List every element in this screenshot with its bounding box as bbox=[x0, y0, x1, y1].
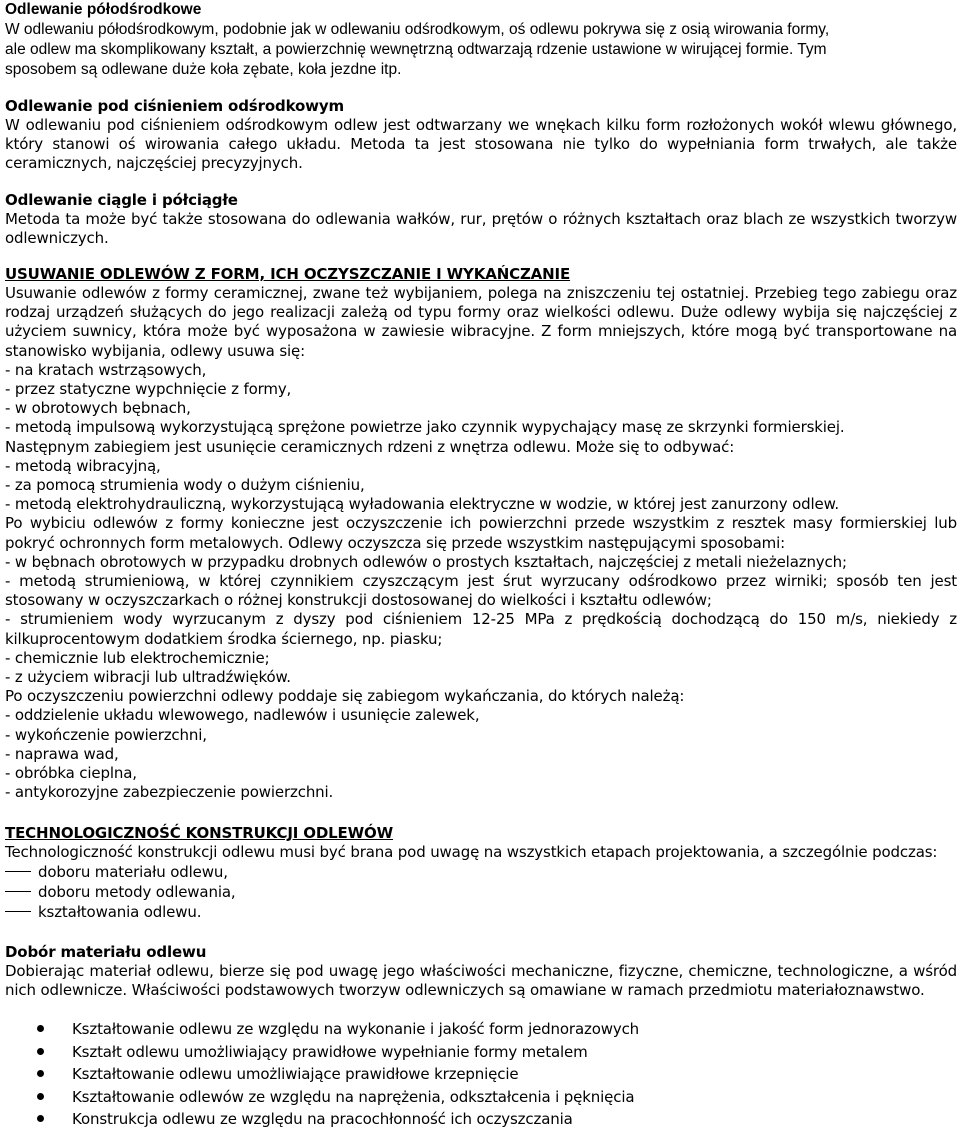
section-ciagle bbox=[5, 190, 957, 248]
list-item-text: Kształtowanie odlewów ze względu na naprężenia, odkształcenia i pęknięcia bbox=[72, 1087, 635, 1106]
list-item-text: Kształt odlewu umożliwiający prawidłowe wypełnianie formy metalem bbox=[72, 1042, 588, 1061]
list-item: - przez statyczne wypchnięcie z formy, bbox=[5, 380, 292, 399]
section-polodsrodkowe bbox=[5, 0, 957, 80]
list-item bbox=[5, 1041, 957, 1064]
heading-polodsrodkowe: Odlewanie półodśrodkowe bbox=[5, 1, 202, 18]
list-item: - obróbka cieplna, bbox=[5, 764, 137, 783]
bullet-icon bbox=[5, 1018, 72, 1041]
bullet-icon bbox=[5, 1086, 72, 1109]
heading-ciagle: Odlewanie ciągle i półciągłe bbox=[5, 190, 238, 209]
bullet-list bbox=[5, 1018, 957, 1131]
list-item: - metodą wibracyjną, bbox=[5, 456, 161, 475]
paragraph-intro: Usuwanie odlewów z formy ceramicznej, zwane też wybijaniem, polega na zniszczeniu tej ostatniej. Przebieg tego zabiegu oraz rodzaj urządzeń służących do jego realizacji zależą od typu formy oraz wielkości odlewu. Duże odlewy wybija się najczęściej z użyciem suwnicy, która może być wyposażona w zawiesie wibracyjne. Z form mniejszych, które mogą być transportowane na stanowisko wybijania, odlewy usuwa się: bbox=[5, 284, 957, 360]
list-item: - na kratach wstrząsowych, bbox=[5, 360, 207, 379]
list-item bbox=[5, 1108, 957, 1131]
list-item: - antykorozyjne zabezpieczenie powierzchni. bbox=[5, 783, 334, 802]
line: sposobem są odlewane duże koła zębate, koła jezdne itp. bbox=[5, 61, 402, 78]
heading-dobor-materialu: Dobór materiału odlewu bbox=[5, 942, 207, 961]
bullet-icon bbox=[5, 1063, 72, 1086]
dash-marker bbox=[5, 862, 38, 882]
heading-usuwanie: USUWANIE ODLEWÓW Z FORM, ICH OCZYSZCZANIE I WYKAŃCZANIE bbox=[5, 265, 571, 284]
line: ale odlew ma skomplikowany kształt, a powierzchnię wewnętrzną odtwarzają rdzenie ustawione w wirującej formie. Tym bbox=[5, 41, 827, 58]
list-item bbox=[5, 902, 957, 922]
list-item-text: Kształtowanie odlewu umożliwiające prawidłowe krzepnięcie bbox=[72, 1065, 519, 1084]
list-item bbox=[5, 1018, 957, 1041]
list-item: - w bębnach obrotowych w przypadku drobnych odlewów o prostych kształtach, najczęściej z metali nieżelaznych; bbox=[5, 552, 847, 571]
list-item: - metodą impulsową wykorzystującą sprężone powietrze jako czynnik wypychający masę ze skrzynki formierskiej. bbox=[5, 418, 845, 437]
list-item bbox=[5, 1086, 957, 1109]
list-item-text: kształtowania odlewu. bbox=[38, 902, 202, 921]
section-dobor-materialu bbox=[5, 942, 957, 1131]
paragraph: Po oczyszczeniu powierzchni odlewy poddaje się zabiegom wykańczania, do których należą: bbox=[5, 687, 685, 706]
bullet-icon bbox=[5, 1041, 72, 1064]
bullet-icon bbox=[5, 1108, 72, 1131]
paragraph: Dobierając materiał odlewu, bierze się pod uwagę jego właściwości mechaniczne, fizyczne, chemiczne, technologiczne, a wśród nich odlewnicze. Właściwości podstawowych tworzyw odlewniczych są omawiane w ramach przedmiotu materiałoznawstwo. bbox=[5, 961, 957, 999]
document-page bbox=[5, 0, 957, 1131]
section-usuwanie bbox=[5, 264, 957, 802]
section-technologicznosc bbox=[5, 823, 957, 922]
heading-pod-cisnieniem: Odlewanie pod ciśnieniem odśrodkowym bbox=[5, 97, 344, 115]
list-item-text: doboru materiału odlewu, bbox=[38, 862, 228, 881]
dash-marker bbox=[5, 882, 38, 902]
list-item bbox=[5, 882, 957, 902]
list-item: - za pomocą strumienia wody o dużym ciśnieniu, bbox=[5, 476, 365, 495]
list-item: - chemicznie lub elektrochemicznie; bbox=[5, 648, 270, 667]
section-pod-cisnieniem bbox=[5, 96, 957, 174]
paragraph: Po wybiciu odlewów z formy konieczne jest oczyszczenie ich powierzchni przede wszystkim z resztek masy formierskiej lub pokryć ochronnych form metalowych. Odlewy oczyszcza się przede wszystkim następującymi sposobami: bbox=[5, 514, 957, 552]
paragraph: Technologiczność konstrukcji odlewu musi być brana pod uwagę na wszystkich etapach projektowania, a szczególnie podczas: bbox=[5, 842, 938, 861]
list-item: - z użyciem wibracji lub ultradźwięków. bbox=[5, 668, 291, 687]
dash-marker bbox=[5, 902, 38, 922]
list-item-text: doboru metody odlewania, bbox=[38, 882, 236, 901]
list-item-text: Konstrukcja odlewu ze względu na pracochłonność ich oczyszczania bbox=[72, 1110, 573, 1129]
list-item: - strumieniem wody wyrzucanym z dyszy pod ciśnieniem 12-25 MPa z prędkością dochodzącą do 150 m/s, niekiedy z kilkuprocentowym dodatkiem środka ściernego, np. piasku; bbox=[5, 610, 957, 648]
paragraph: Metoda ta może być także stosowana do odlewania wałków, rur, prętów o różnych kształtach oraz blach ze wszystkich tworzyw odlewniczych. bbox=[5, 209, 957, 247]
list-item bbox=[5, 862, 957, 882]
list-item: - metodą elektrohydrauliczną, wykorzystującą wyładowania elektryczne w wodzie, w której jest zanurzony odlew. bbox=[5, 495, 839, 514]
list-item: - w obrotowych bębnach, bbox=[5, 399, 191, 418]
list-item bbox=[5, 1063, 957, 1086]
paragraph: Następnym zabiegiem jest usunięcie ceramicznych rdzeni z wnętrza odlewu. Może się to odbywać: bbox=[5, 437, 735, 456]
line: W odlewaniu półodśrodkowym, podobnie jak w odlewaniu odśrodkowym, oś odlewu pokrywa się z osią wirowania formy, bbox=[5, 21, 830, 38]
list-item: - naprawa wad, bbox=[5, 744, 119, 763]
list-item-text: Kształtowanie odlewu ze względu na wykonanie i jakość form jednorazowych bbox=[72, 1020, 640, 1039]
paragraph: W odlewaniu pod ciśnieniem odśrodkowym odlew jest odtwarzany we wnękach kilku form rozłożonych wokół wlewu głównego, który stanowi oś wirowania całego układu. Metoda ta jest stosowana nie tylko do wypełniania form trwałych, ale także ceramicznych, najczęściej precyzyjnych. bbox=[5, 116, 957, 173]
list-item: - metodą strumieniową, w której czynnikiem czyszczącym jest śrut wyrzucany odśrodkowo przez wirniki; sposób ten jest stosowany w oczyszczarkach o różnej konstrukcji dostosowanej do wielkości i kształtu odlewów; bbox=[5, 572, 957, 610]
heading-technologicznosc: TECHNOLOGICZNOŚĆ KONSTRUKCJI ODLEWÓW bbox=[5, 823, 394, 842]
dash-list bbox=[5, 862, 957, 922]
list-item: - wykończenie powierzchni, bbox=[5, 725, 207, 744]
list-item: - oddzielenie układu wlewowego, nadlewów i usunięcie zalewek, bbox=[5, 706, 480, 725]
